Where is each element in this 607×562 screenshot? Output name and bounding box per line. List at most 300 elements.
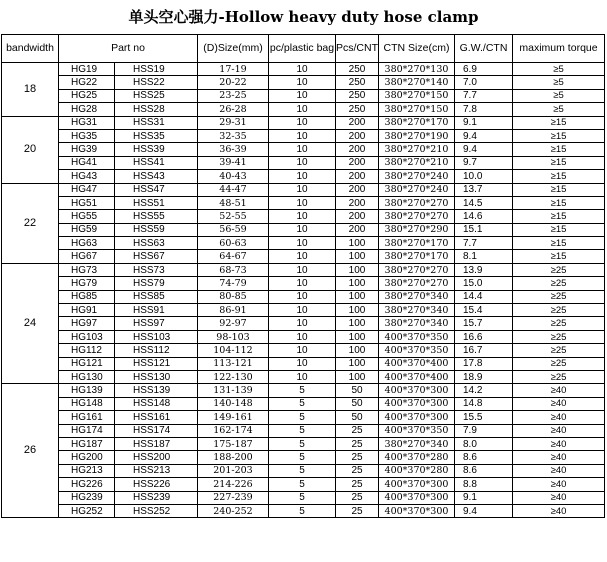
gw-ctn-cell: 16.6	[455, 330, 513, 343]
torque-cell: ≥40	[513, 478, 605, 491]
ctn-size-cell: 380*270*340	[379, 317, 455, 330]
table-row	[2, 411, 605, 424]
pc-bag-cell: 5	[269, 384, 336, 397]
ctn-size-cell: 400*370*280	[379, 451, 455, 464]
torque-cell: ≥40	[513, 411, 605, 424]
size-cell: 74-79	[198, 277, 269, 290]
torque-cell: ≥40	[513, 451, 605, 464]
part-no-hg: HG139	[59, 384, 115, 397]
size-cell: 56-59	[198, 223, 269, 236]
part-no-hg: HG59	[59, 223, 115, 236]
part-no-hss: HSS39	[115, 143, 198, 156]
pc-bag-cell: 10	[269, 183, 336, 196]
pc-bag-cell: 5	[269, 491, 336, 504]
ctn-size-cell: 400*370*300	[379, 397, 455, 410]
size-cell: 52-55	[198, 210, 269, 223]
header-gw-ctn: G.W./CTN	[455, 35, 513, 63]
pc-bag-cell: 5	[269, 397, 336, 410]
pc-bag-cell: 10	[269, 156, 336, 169]
header-row	[2, 35, 605, 63]
ctn-size-cell: 380*270*270	[379, 196, 455, 209]
table-body	[2, 63, 605, 518]
part-no-hg: HG161	[59, 411, 115, 424]
part-no-hg: HG43	[59, 170, 115, 183]
size-cell: 36-39	[198, 143, 269, 156]
part-no-hg: HG31	[59, 116, 115, 129]
pc-bag-cell: 10	[269, 304, 336, 317]
gw-ctn-cell: 15.4	[455, 304, 513, 317]
header-part-no: Part no	[59, 35, 198, 63]
table-row	[2, 384, 605, 397]
gw-ctn-cell: 15.7	[455, 317, 513, 330]
ctn-size-cell: 400*370*300	[379, 478, 455, 491]
size-cell: 227-239	[198, 491, 269, 504]
part-no-hg: HG226	[59, 478, 115, 491]
size-cell: 86-91	[198, 304, 269, 317]
torque-cell: ≥25	[513, 317, 605, 330]
ctn-size-cell: 380*270*140	[379, 76, 455, 89]
size-cell: 29-31	[198, 116, 269, 129]
torque-cell: ≥15	[513, 129, 605, 142]
gw-ctn-cell: 10.0	[455, 170, 513, 183]
gw-ctn-cell: 9.1	[455, 491, 513, 504]
ctn-size-cell: 400*370*300	[379, 384, 455, 397]
torque-cell: ≥40	[513, 491, 605, 504]
size-cell: 149-161	[198, 411, 269, 424]
pc-bag-cell: 5	[269, 478, 336, 491]
part-no-hss: HSS121	[115, 357, 198, 370]
ctn-size-cell: 380*270*190	[379, 129, 455, 142]
torque-cell: ≥40	[513, 464, 605, 477]
gw-ctn-cell: 13.7	[455, 183, 513, 196]
table-row	[2, 317, 605, 330]
gw-ctn-cell: 8.6	[455, 451, 513, 464]
header-pcs-cnt: Pcs/CNT	[336, 35, 379, 63]
size-cell: 20-22	[198, 76, 269, 89]
part-no-hss: HSS85	[115, 290, 198, 303]
ctn-size-cell: 380*270*240	[379, 170, 455, 183]
part-no-hg: HG73	[59, 263, 115, 276]
pc-bag-cell: 10	[269, 357, 336, 370]
part-no-hss: HSS148	[115, 397, 198, 410]
table-row	[2, 478, 605, 491]
part-no-hg: HG130	[59, 370, 115, 383]
ctn-size-cell: 380*270*240	[379, 183, 455, 196]
torque-cell: ≥15	[513, 223, 605, 236]
header-pc-bag: pc/plastic bag	[269, 35, 336, 63]
torque-cell: ≥15	[513, 196, 605, 209]
pc-bag-cell: 5	[269, 437, 336, 450]
gw-ctn-cell: 8.6	[455, 464, 513, 477]
size-cell: 48-51	[198, 196, 269, 209]
gw-ctn-cell: 9.4	[455, 504, 513, 517]
torque-cell: ≥15	[513, 250, 605, 263]
part-no-hss: HSS43	[115, 170, 198, 183]
pcs-cnt-cell: 200	[336, 156, 379, 169]
size-cell: 32-35	[198, 129, 269, 142]
pcs-cnt-cell: 25	[336, 451, 379, 464]
ctn-size-cell: 400*370*300	[379, 504, 455, 517]
size-cell: 214-226	[198, 478, 269, 491]
gw-ctn-cell: 14.4	[455, 290, 513, 303]
pc-bag-cell: 10	[269, 103, 336, 116]
torque-cell: ≥25	[513, 277, 605, 290]
part-no-hg: HG41	[59, 156, 115, 169]
pc-bag-cell: 10	[269, 196, 336, 209]
gw-ctn-cell: 14.8	[455, 397, 513, 410]
gw-ctn-cell: 9.4	[455, 143, 513, 156]
gw-ctn-cell: 17.8	[455, 357, 513, 370]
pc-bag-cell: 5	[269, 424, 336, 437]
torque-cell: ≥15	[513, 237, 605, 250]
part-no-hss: HSS47	[115, 183, 198, 196]
size-cell: 92-97	[198, 317, 269, 330]
pcs-cnt-cell: 100	[336, 370, 379, 383]
gw-ctn-cell: 14.2	[455, 384, 513, 397]
part-no-hss: HSS22	[115, 76, 198, 89]
pcs-cnt-cell: 200	[336, 129, 379, 142]
ctn-size-cell: 400*370*400	[379, 370, 455, 383]
pc-bag-cell: 10	[269, 370, 336, 383]
pcs-cnt-cell: 250	[336, 103, 379, 116]
size-cell: 131-139	[198, 384, 269, 397]
table-row	[2, 370, 605, 383]
size-cell: 40-43	[198, 170, 269, 183]
bandwidth-cell: 24	[2, 263, 59, 384]
ctn-size-cell: 380*270*150	[379, 103, 455, 116]
table-row	[2, 504, 605, 517]
torque-cell: ≥25	[513, 290, 605, 303]
bandwidth-cell: 22	[2, 183, 59, 263]
part-no-hg: HG47	[59, 183, 115, 196]
part-no-hg: HG25	[59, 89, 115, 102]
part-no-hg: HG55	[59, 210, 115, 223]
pcs-cnt-cell: 100	[336, 263, 379, 276]
torque-cell: ≥25	[513, 370, 605, 383]
part-no-hg: HG112	[59, 344, 115, 357]
size-cell: 44-47	[198, 183, 269, 196]
gw-ctn-cell: 9.4	[455, 129, 513, 142]
torque-cell: ≥5	[513, 89, 605, 102]
size-cell: 140-148	[198, 397, 269, 410]
table-row	[2, 451, 605, 464]
table-row	[2, 237, 605, 250]
size-cell: 240-252	[198, 504, 269, 517]
table-row	[2, 210, 605, 223]
pcs-cnt-cell: 25	[336, 504, 379, 517]
part-no-hg: HG28	[59, 103, 115, 116]
part-no-hss: HSS35	[115, 129, 198, 142]
part-no-hg: HG187	[59, 437, 115, 450]
gw-ctn-cell: 8.1	[455, 250, 513, 263]
ctn-size-cell: 400*370*350	[379, 424, 455, 437]
torque-cell: ≥5	[513, 63, 605, 76]
pcs-cnt-cell: 250	[336, 76, 379, 89]
table-row	[2, 196, 605, 209]
part-no-hss: HSS41	[115, 156, 198, 169]
pc-bag-cell: 10	[269, 250, 336, 263]
ctn-size-cell: 380*270*210	[379, 156, 455, 169]
table-row	[2, 89, 605, 102]
part-no-hg: HG213	[59, 464, 115, 477]
size-cell: 80-85	[198, 290, 269, 303]
part-no-hss: HSS187	[115, 437, 198, 450]
table-row	[2, 397, 605, 410]
pcs-cnt-cell: 200	[336, 223, 379, 236]
ctn-size-cell: 380*270*170	[379, 116, 455, 129]
table-row	[2, 129, 605, 142]
pc-bag-cell: 10	[269, 263, 336, 276]
table-row	[2, 437, 605, 450]
pc-bag-cell: 10	[269, 116, 336, 129]
part-no-hss: HSS97	[115, 317, 198, 330]
pcs-cnt-cell: 200	[336, 196, 379, 209]
gw-ctn-cell: 15.1	[455, 223, 513, 236]
size-cell: 17-19	[198, 63, 269, 76]
ctn-size-cell: 400*370*350	[379, 344, 455, 357]
part-no-hg: HG51	[59, 196, 115, 209]
table-row	[2, 330, 605, 343]
part-no-hss: HSS252	[115, 504, 198, 517]
pc-bag-cell: 10	[269, 129, 336, 142]
pc-bag-cell: 10	[269, 317, 336, 330]
ctn-size-cell: 400*370*300	[379, 491, 455, 504]
gw-ctn-cell: 18.9	[455, 370, 513, 383]
pc-bag-cell: 10	[269, 170, 336, 183]
part-no-hg: HG19	[59, 63, 115, 76]
part-no-hss: HSS73	[115, 263, 198, 276]
torque-cell: ≥15	[513, 210, 605, 223]
pcs-cnt-cell: 200	[336, 183, 379, 196]
part-no-hss: HSS28	[115, 103, 198, 116]
pc-bag-cell: 10	[269, 210, 336, 223]
part-no-hss: HSS112	[115, 344, 198, 357]
table-row	[2, 491, 605, 504]
pcs-cnt-cell: 250	[336, 63, 379, 76]
pc-bag-cell: 10	[269, 63, 336, 76]
pcs-cnt-cell: 100	[336, 277, 379, 290]
torque-cell: ≥5	[513, 103, 605, 116]
gw-ctn-cell: 7.7	[455, 89, 513, 102]
torque-cell: ≥15	[513, 170, 605, 183]
gw-ctn-cell: 15.5	[455, 411, 513, 424]
torque-cell: ≥40	[513, 437, 605, 450]
pcs-cnt-cell: 100	[336, 237, 379, 250]
pcs-cnt-cell: 25	[336, 464, 379, 477]
header-size: (D)Size(mm)	[198, 35, 269, 63]
gw-ctn-cell: 9.1	[455, 116, 513, 129]
ctn-size-cell: 380*270*290	[379, 223, 455, 236]
part-no-hg: HG63	[59, 237, 115, 250]
size-cell: 23-25	[198, 89, 269, 102]
table-row	[2, 290, 605, 303]
table-row	[2, 424, 605, 437]
part-no-hg: HG22	[59, 76, 115, 89]
pcs-cnt-cell: 50	[336, 384, 379, 397]
part-no-hss: HSS174	[115, 424, 198, 437]
torque-cell: ≥40	[513, 384, 605, 397]
table-row	[2, 76, 605, 89]
torque-cell: ≥25	[513, 263, 605, 276]
table-row	[2, 183, 605, 196]
pc-bag-cell: 10	[269, 237, 336, 250]
size-cell: 175-187	[198, 437, 269, 450]
part-no-hss: HSS25	[115, 89, 198, 102]
part-no-hss: HSS55	[115, 210, 198, 223]
part-no-hg: HG97	[59, 317, 115, 330]
torque-cell: ≥25	[513, 330, 605, 343]
torque-cell: ≥40	[513, 504, 605, 517]
part-no-hss: HSS67	[115, 250, 198, 263]
torque-cell: ≥15	[513, 183, 605, 196]
part-no-hg: HG79	[59, 277, 115, 290]
table-row	[2, 156, 605, 169]
pcs-cnt-cell: 100	[336, 290, 379, 303]
pc-bag-cell: 10	[269, 223, 336, 236]
table-row	[2, 464, 605, 477]
pcs-cnt-cell: 200	[336, 143, 379, 156]
table-row	[2, 63, 605, 76]
ctn-size-cell: 380*270*130	[379, 63, 455, 76]
size-cell: 113-121	[198, 357, 269, 370]
pc-bag-cell: 10	[269, 290, 336, 303]
part-no-hg: HG174	[59, 424, 115, 437]
table-row	[2, 143, 605, 156]
table-row	[2, 304, 605, 317]
ctn-size-cell: 380*270*340	[379, 304, 455, 317]
torque-cell: ≥25	[513, 344, 605, 357]
part-no-hss: HSS139	[115, 384, 198, 397]
pc-bag-cell: 10	[269, 330, 336, 343]
part-no-hss: HSS63	[115, 237, 198, 250]
gw-ctn-cell: 15.0	[455, 277, 513, 290]
pcs-cnt-cell: 25	[336, 437, 379, 450]
gw-ctn-cell: 7.8	[455, 103, 513, 116]
gw-ctn-cell: 6.9	[455, 63, 513, 76]
bandwidth-cell: 20	[2, 116, 59, 183]
gw-ctn-cell: 7.7	[455, 237, 513, 250]
torque-cell: ≥5	[513, 76, 605, 89]
pcs-cnt-cell: 25	[336, 478, 379, 491]
gw-ctn-cell: 13.9	[455, 263, 513, 276]
gw-ctn-cell: 8.8	[455, 478, 513, 491]
part-no-hss: HSS91	[115, 304, 198, 317]
pcs-cnt-cell: 200	[336, 170, 379, 183]
ctn-size-cell: 400*370*280	[379, 464, 455, 477]
table-row	[2, 357, 605, 370]
pcs-cnt-cell: 250	[336, 89, 379, 102]
bandwidth-cell: 18	[2, 63, 59, 117]
part-no-hg: HG200	[59, 451, 115, 464]
ctn-size-cell: 380*270*150	[379, 89, 455, 102]
part-no-hg: HG121	[59, 357, 115, 370]
ctn-size-cell: 380*270*170	[379, 250, 455, 263]
torque-cell: ≥25	[513, 357, 605, 370]
torque-cell: ≥40	[513, 397, 605, 410]
header-bandwidth: bandwidth	[2, 35, 59, 63]
part-no-hg: HG85	[59, 290, 115, 303]
ctn-size-cell: 400*370*300	[379, 411, 455, 424]
ctn-size-cell: 380*270*340	[379, 437, 455, 450]
torque-cell: ≥15	[513, 116, 605, 129]
part-no-hss: HSS213	[115, 464, 198, 477]
size-cell: 122-130	[198, 370, 269, 383]
part-no-hg: HG148	[59, 397, 115, 410]
part-no-hss: HSS103	[115, 330, 198, 343]
torque-cell: ≥15	[513, 156, 605, 169]
part-no-hg: HG239	[59, 491, 115, 504]
table-row	[2, 344, 605, 357]
table-row	[2, 223, 605, 236]
torque-cell: ≥25	[513, 304, 605, 317]
part-no-hss: HSS239	[115, 491, 198, 504]
ctn-size-cell: 380*270*170	[379, 237, 455, 250]
pcs-cnt-cell: 200	[336, 210, 379, 223]
hose-clamp-spec-table	[1, 34, 605, 518]
part-no-hss: HSS79	[115, 277, 198, 290]
size-cell: 104-112	[198, 344, 269, 357]
part-no-hss: HSS59	[115, 223, 198, 236]
size-cell: 68-73	[198, 263, 269, 276]
part-no-hg: HG39	[59, 143, 115, 156]
table-row	[2, 170, 605, 183]
pcs-cnt-cell: 50	[336, 397, 379, 410]
table-row	[2, 250, 605, 263]
part-no-hss: HSS200	[115, 451, 198, 464]
torque-cell: ≥40	[513, 424, 605, 437]
gw-ctn-cell: 14.5	[455, 196, 513, 209]
ctn-size-cell: 380*270*340	[379, 290, 455, 303]
pc-bag-cell: 5	[269, 451, 336, 464]
pc-bag-cell: 10	[269, 89, 336, 102]
ctn-size-cell: 400*370*400	[379, 357, 455, 370]
part-no-hg: HG103	[59, 330, 115, 343]
page-title: 单头空心强力-Hollow heavy duty hose clamp	[128, 8, 479, 26]
pcs-cnt-cell: 100	[336, 317, 379, 330]
gw-ctn-cell: 14.6	[455, 210, 513, 223]
size-cell: 60-63	[198, 237, 269, 250]
table-row	[2, 116, 605, 129]
pcs-cnt-cell: 100	[336, 304, 379, 317]
pc-bag-cell: 5	[269, 464, 336, 477]
pcs-cnt-cell: 100	[336, 357, 379, 370]
ctn-size-cell: 380*270*270	[379, 210, 455, 223]
pc-bag-cell: 10	[269, 143, 336, 156]
pc-bag-cell: 10	[269, 277, 336, 290]
pc-bag-cell: 5	[269, 504, 336, 517]
part-no-hss: HSS226	[115, 478, 198, 491]
part-no-hss: HSS161	[115, 411, 198, 424]
size-cell: 188-200	[198, 451, 269, 464]
gw-ctn-cell: 9.7	[455, 156, 513, 169]
part-no-hss: HSS31	[115, 116, 198, 129]
size-cell: 26-28	[198, 103, 269, 116]
pcs-cnt-cell: 25	[336, 424, 379, 437]
gw-ctn-cell: 8.0	[455, 437, 513, 450]
pcs-cnt-cell: 25	[336, 491, 379, 504]
part-no-hss: HSS130	[115, 370, 198, 383]
table-row	[2, 103, 605, 116]
pcs-cnt-cell: 100	[336, 344, 379, 357]
pc-bag-cell: 5	[269, 411, 336, 424]
size-cell: 98-103	[198, 330, 269, 343]
gw-ctn-cell: 7.0	[455, 76, 513, 89]
ctn-size-cell: 380*270*210	[379, 143, 455, 156]
pcs-cnt-cell: 50	[336, 411, 379, 424]
size-cell: 64-67	[198, 250, 269, 263]
header-torque: maximum torque	[513, 35, 605, 63]
pc-bag-cell: 10	[269, 344, 336, 357]
